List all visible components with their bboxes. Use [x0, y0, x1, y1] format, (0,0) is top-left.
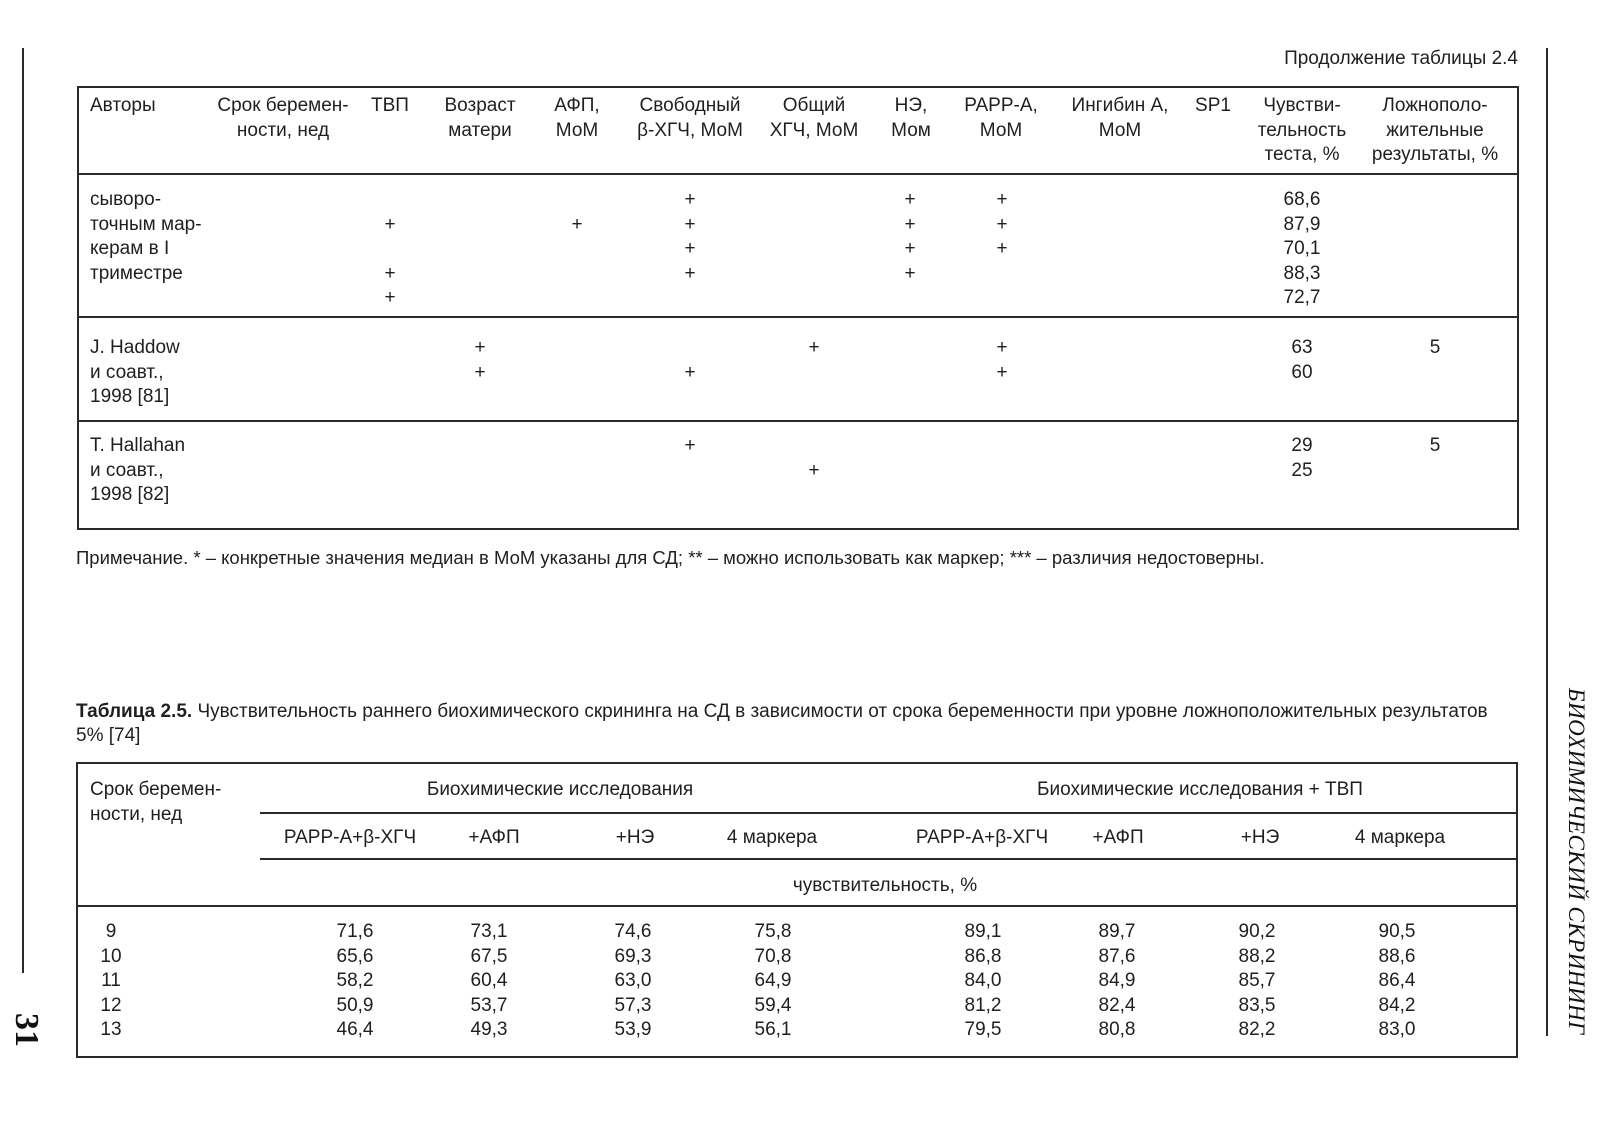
header-inhibin: Ингибин А, МоМ — [1071, 95, 1169, 141]
group-header-biochem-tvp: Биохимические исследования + ТВП — [1037, 779, 1363, 800]
cell-false-positive: 5 — [1429, 337, 1441, 358]
cell-total-hcg: + — [808, 337, 820, 358]
table-group-divider — [77, 420, 1519, 422]
cell-author: сыворо- точным мар- керам в I триместре — [90, 189, 202, 284]
subheader-pappa-hcg-tvp: PAPP-A+β-ХГЧ — [915, 827, 1049, 848]
subheader-afp-tvp: +АФП — [1092, 827, 1144, 848]
cell-total-hcg: + — [808, 459, 820, 481]
cell-author: J. Haddow и соавт., 1998 [81] — [90, 337, 180, 407]
table-header-border — [77, 173, 1519, 175]
cell-false-positive: 5 — [1429, 435, 1441, 456]
header-tvp: ТВП — [371, 95, 409, 116]
table-right-border — [1517, 86, 1519, 530]
unit-row: чувствительность, % — [792, 875, 978, 896]
table-header-border — [76, 905, 1518, 907]
column-ne-tvp: 90,2 88,2 85,7 83,5 82,2 — [1238, 921, 1276, 1040]
cell-pappa: + + — [996, 337, 1008, 383]
cell-maternal-age: + + — [474, 337, 486, 383]
column-afp-tvp: 89,7 87,6 84,9 82,4 80,8 — [1098, 921, 1136, 1040]
table-caption — [76, 700, 1518, 748]
header-free-hcg: Свободный β-ХГЧ, МоМ — [637, 95, 743, 141]
table-right-border — [1516, 762, 1518, 1058]
subheader-pappa-hcg: PAPP-A+β-ХГЧ — [283, 827, 417, 848]
column-pappa-hcg-tvp: 89,1 86,8 84,0 81,2 79,5 — [964, 921, 1002, 1040]
subheader-ne: +НЭ — [615, 827, 655, 848]
cell-afp: + — [571, 213, 583, 235]
column-pappa-hcg: 71,6 65,6 58,2 50,9 46,4 — [336, 921, 374, 1040]
left-margin-rule — [22, 48, 24, 973]
group-header-biochem: Биохимические исследования — [426, 779, 694, 800]
column-afp: 73,1 67,5 60,4 53,7 49,3 — [470, 921, 508, 1040]
cell-author: T. Hallahan и соавт., 1998 [82] — [90, 435, 186, 505]
header-sp1: SP1 — [1195, 95, 1231, 116]
cell-pappa: + + + — [996, 189, 1008, 259]
subheader-underline — [260, 858, 1518, 860]
table-note: Примечание. * – конкретные значения медиан в МоМ указаны для СД; ** – можно использовать как маркер; *** – различия недостоверны. — [76, 547, 1265, 568]
subheader-afp: +АФП — [468, 827, 520, 848]
subheader-4-markers-tvp: 4 маркера — [1354, 827, 1446, 848]
header-pappa: PAPP-A, МоМ — [964, 95, 1038, 141]
running-head: БИОХИМИЧЕСКИЙ СКРИНИНГ — [1564, 688, 1589, 1035]
table-left-border — [76, 762, 78, 1058]
page-number: 31 — [8, 1013, 45, 1047]
header-sensitivity: Чувстви- тельность теста, % — [1257, 95, 1347, 165]
table-caption-number: Таблица 2.5. — [76, 701, 193, 722]
column-weeks: 9 10 11 12 13 — [100, 921, 122, 1040]
subheader-4-markers: 4 маркера — [726, 827, 818, 848]
table-bottom-border — [77, 528, 1519, 530]
cell-sensitivity: 68,6 87,9 70,1 88,3 72,7 — [1283, 189, 1321, 308]
column-4-markers-tvp: 90,5 88,6 86,4 84,2 83,0 — [1378, 921, 1416, 1040]
column-ne: 74,6 69,3 63,0 57,3 53,9 — [614, 921, 652, 1040]
cell-free-hcg: + + + + — [684, 189, 696, 284]
group-header-underline — [260, 812, 1518, 814]
row-header-term: Срок беремен- ности, нед — [90, 779, 222, 825]
subheader-ne-tvp: +НЭ — [1240, 827, 1280, 848]
table-top-border — [77, 86, 1519, 88]
cell-free-hcg: + — [684, 435, 696, 456]
cell-ne: + + + + — [904, 189, 916, 284]
header-maternal-age: Возраст матери — [444, 95, 516, 141]
continuation-label: Продолжение таблицы 2.4 — [1284, 48, 1518, 69]
cell-sensitivity: 29 25 — [1291, 435, 1313, 481]
header-false-positive: Ложнополо- жительные результаты, % — [1371, 95, 1499, 165]
table-top-border — [76, 762, 1518, 764]
header-total-hcg: Общий ХГЧ, МоМ — [769, 95, 859, 141]
table-left-border — [77, 86, 79, 530]
header-ne: НЭ, Мом — [891, 95, 931, 141]
cell-free-hcg: + — [684, 361, 696, 383]
cell-tvp: + + + — [384, 213, 396, 308]
table-bottom-border — [76, 1056, 1518, 1058]
cell-sensitivity: 63 60 — [1291, 337, 1313, 383]
header-authors: Авторы — [90, 95, 156, 116]
table-group-divider — [77, 316, 1519, 318]
header-afp: АФП, МоМ — [554, 95, 600, 141]
table-caption-text: Чувствительность раннего биохимического скрининга на СД в зависимости от срока беременности при уровне ложноположительных результатов 5% [74] — [76, 701, 1488, 746]
header-term: Срок беремен- ности, нед — [217, 95, 349, 141]
column-4-markers: 75,8 70,8 64,9 59,4 56,1 — [754, 921, 792, 1040]
right-margin-rule — [1546, 48, 1548, 1036]
